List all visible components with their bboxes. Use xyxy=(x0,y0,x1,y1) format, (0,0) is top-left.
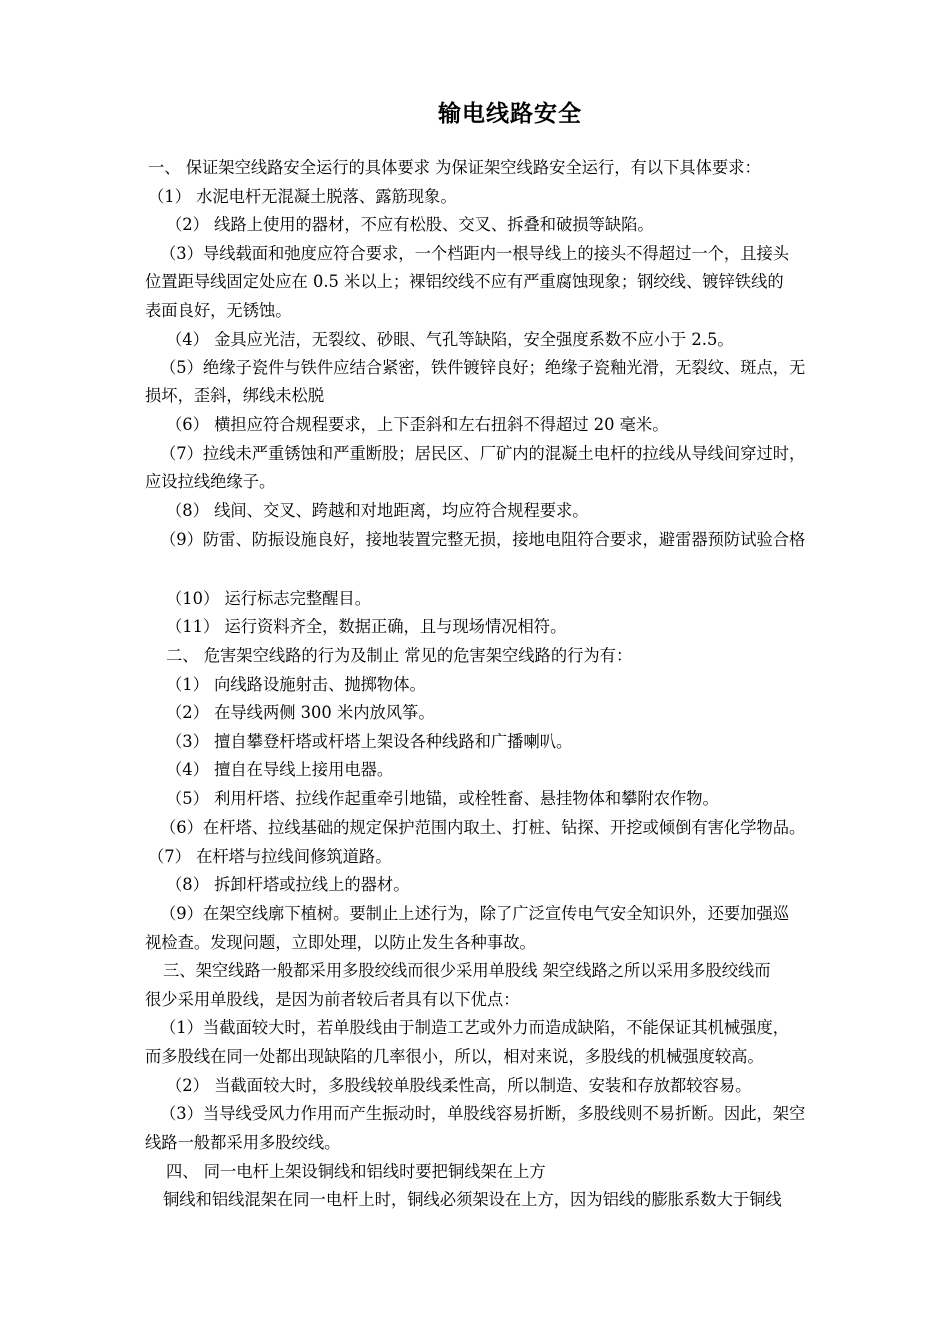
text-line: 三、架空线路一般都采用多股绞线而很少采用单股线 架空线路之所以采用多股绞线而 xyxy=(163,961,771,980)
text-line: （11） 运行资料齐全，数据正确，且与现场情况相符。 xyxy=(166,617,567,636)
text-line: 很少采用单股线，是因为前者较后者具有以下优点： xyxy=(145,990,520,1009)
text-line: 损坏，歪斜，绑线未松脱 xyxy=(145,386,325,405)
text-line: （6）在杆塔、拉线基础的规定保护范围内取土、打桩、钻探、开挖或倾倒有害化学物品。 xyxy=(160,818,806,837)
text-line: 铜线和铝线混架在同一电杆上时，铜线必须架设在上方，因为铝线的膨胀系数大于铜线 xyxy=(163,1190,782,1209)
text-line: （1） 向线路设施射击、抛掷物体。 xyxy=(166,675,426,694)
text-line: （5）绝缘子瓷件与铁件应结合紧密，铁件镀锌良好；绝缘子瓷釉光滑，无裂纹、斑点，无 xyxy=(160,358,806,377)
text-line: （3）导线载面和弛度应符合要求，一个档距内一根导线上的接头不得超过一个，且接头 xyxy=(160,244,790,263)
text-line: （2） 当截面较大时，多股线较单股线柔性高，所以制造、安装和存放都较容易。 xyxy=(166,1076,752,1095)
text-line: （1）当截面较大时，若单股线由于制造工艺或外力而造成缺陷，不能保证其机械强度， xyxy=(160,1018,790,1037)
text-line: （8） 线间、交叉、跨越和对地距离，均应符合规程要求。 xyxy=(166,501,589,520)
text-line: 一、 保证架空线路安全运行的具体要求 为保证架空线路安全运行，有以下具体要求： xyxy=(148,158,761,177)
text-line: 线路一般都采用多股绞线。 xyxy=(145,1133,341,1152)
text-line: （7） 在杆塔与拉线间修筑道路。 xyxy=(148,847,392,866)
text-line: （9）在架空线廓下植树。要制止上述行为，除了广泛宣传电气安全知识外，还要加强巡 xyxy=(160,904,790,923)
text-line: （5） 利用杆塔、拉线作起重牵引地锚，或栓牲畜、悬挂物体和攀附农作物。 xyxy=(166,789,719,808)
text-line: 应设拉线绝缘子。 xyxy=(145,472,276,491)
text-line: （4） 金具应光洁，无裂纹、砂眼、气孔等缺陷，安全强度系数不应小于 2.5。 xyxy=(166,330,734,349)
text-line: 位置距导线固定处应在 0.5 米以上；裸铝绞线不应有严重腐蚀现象；钢绞线、镀锌铁线的 xyxy=(145,272,784,291)
text-line: （8） 拆卸杆塔或拉线上的器材。 xyxy=(166,875,410,894)
text-line: （2） 线路上使用的器材，不应有松股、交叉、拆叠和破损等缺陷。 xyxy=(166,215,654,234)
text-line: 而多股线在同一处都出现缺陷的几率很小，所以，相对来说，多股线的机械强度较高。 xyxy=(145,1047,764,1066)
text-line: （2） 在导线两侧 300 米内放风筝。 xyxy=(166,703,435,722)
text-line: （6） 横担应符合规程要求，上下歪斜和左右扭斜不得超过 20 毫米。 xyxy=(166,415,669,434)
text-line: （4） 擅自在导线上接用电器。 xyxy=(166,760,394,779)
text-line: （3） 擅自攀登杆塔或杆塔上架设各种线路和广播喇叭。 xyxy=(166,732,573,751)
text-line: （3）当导线受风力作用而产生振动时，单股线容易折断，多股线则不易折断。因此，架空 xyxy=(160,1104,806,1123)
text-line: （7）拉线未严重锈蚀和严重断股；居民区、厂矿内的混凝土电杆的拉线从导线间穿过时， xyxy=(160,444,806,463)
text-line: 表面良好，无锈蚀。 xyxy=(145,301,292,320)
text-line: （10） 运行标志完整醒目。 xyxy=(166,589,371,608)
text-line: （1） 水泥电杆无混凝土脱落、露筋现象。 xyxy=(148,187,457,206)
text-line: 四、 同一电杆上架设铜线和铝线时要把铜线架在上方 xyxy=(166,1162,546,1181)
text-line: 视检查。发现问题，立即处理，以防止发生各种事故。 xyxy=(145,933,536,952)
text-line: 二、 危害架空线路的行为及制止 常见的危害架空线路的行为有： xyxy=(166,646,633,665)
text-line: （9）防雷、防振设施良好，接地装置完整无损，接地电阻符合要求，避雷器预防试验合格 xyxy=(160,530,806,549)
document-title: 输电线路安全 xyxy=(438,100,582,127)
